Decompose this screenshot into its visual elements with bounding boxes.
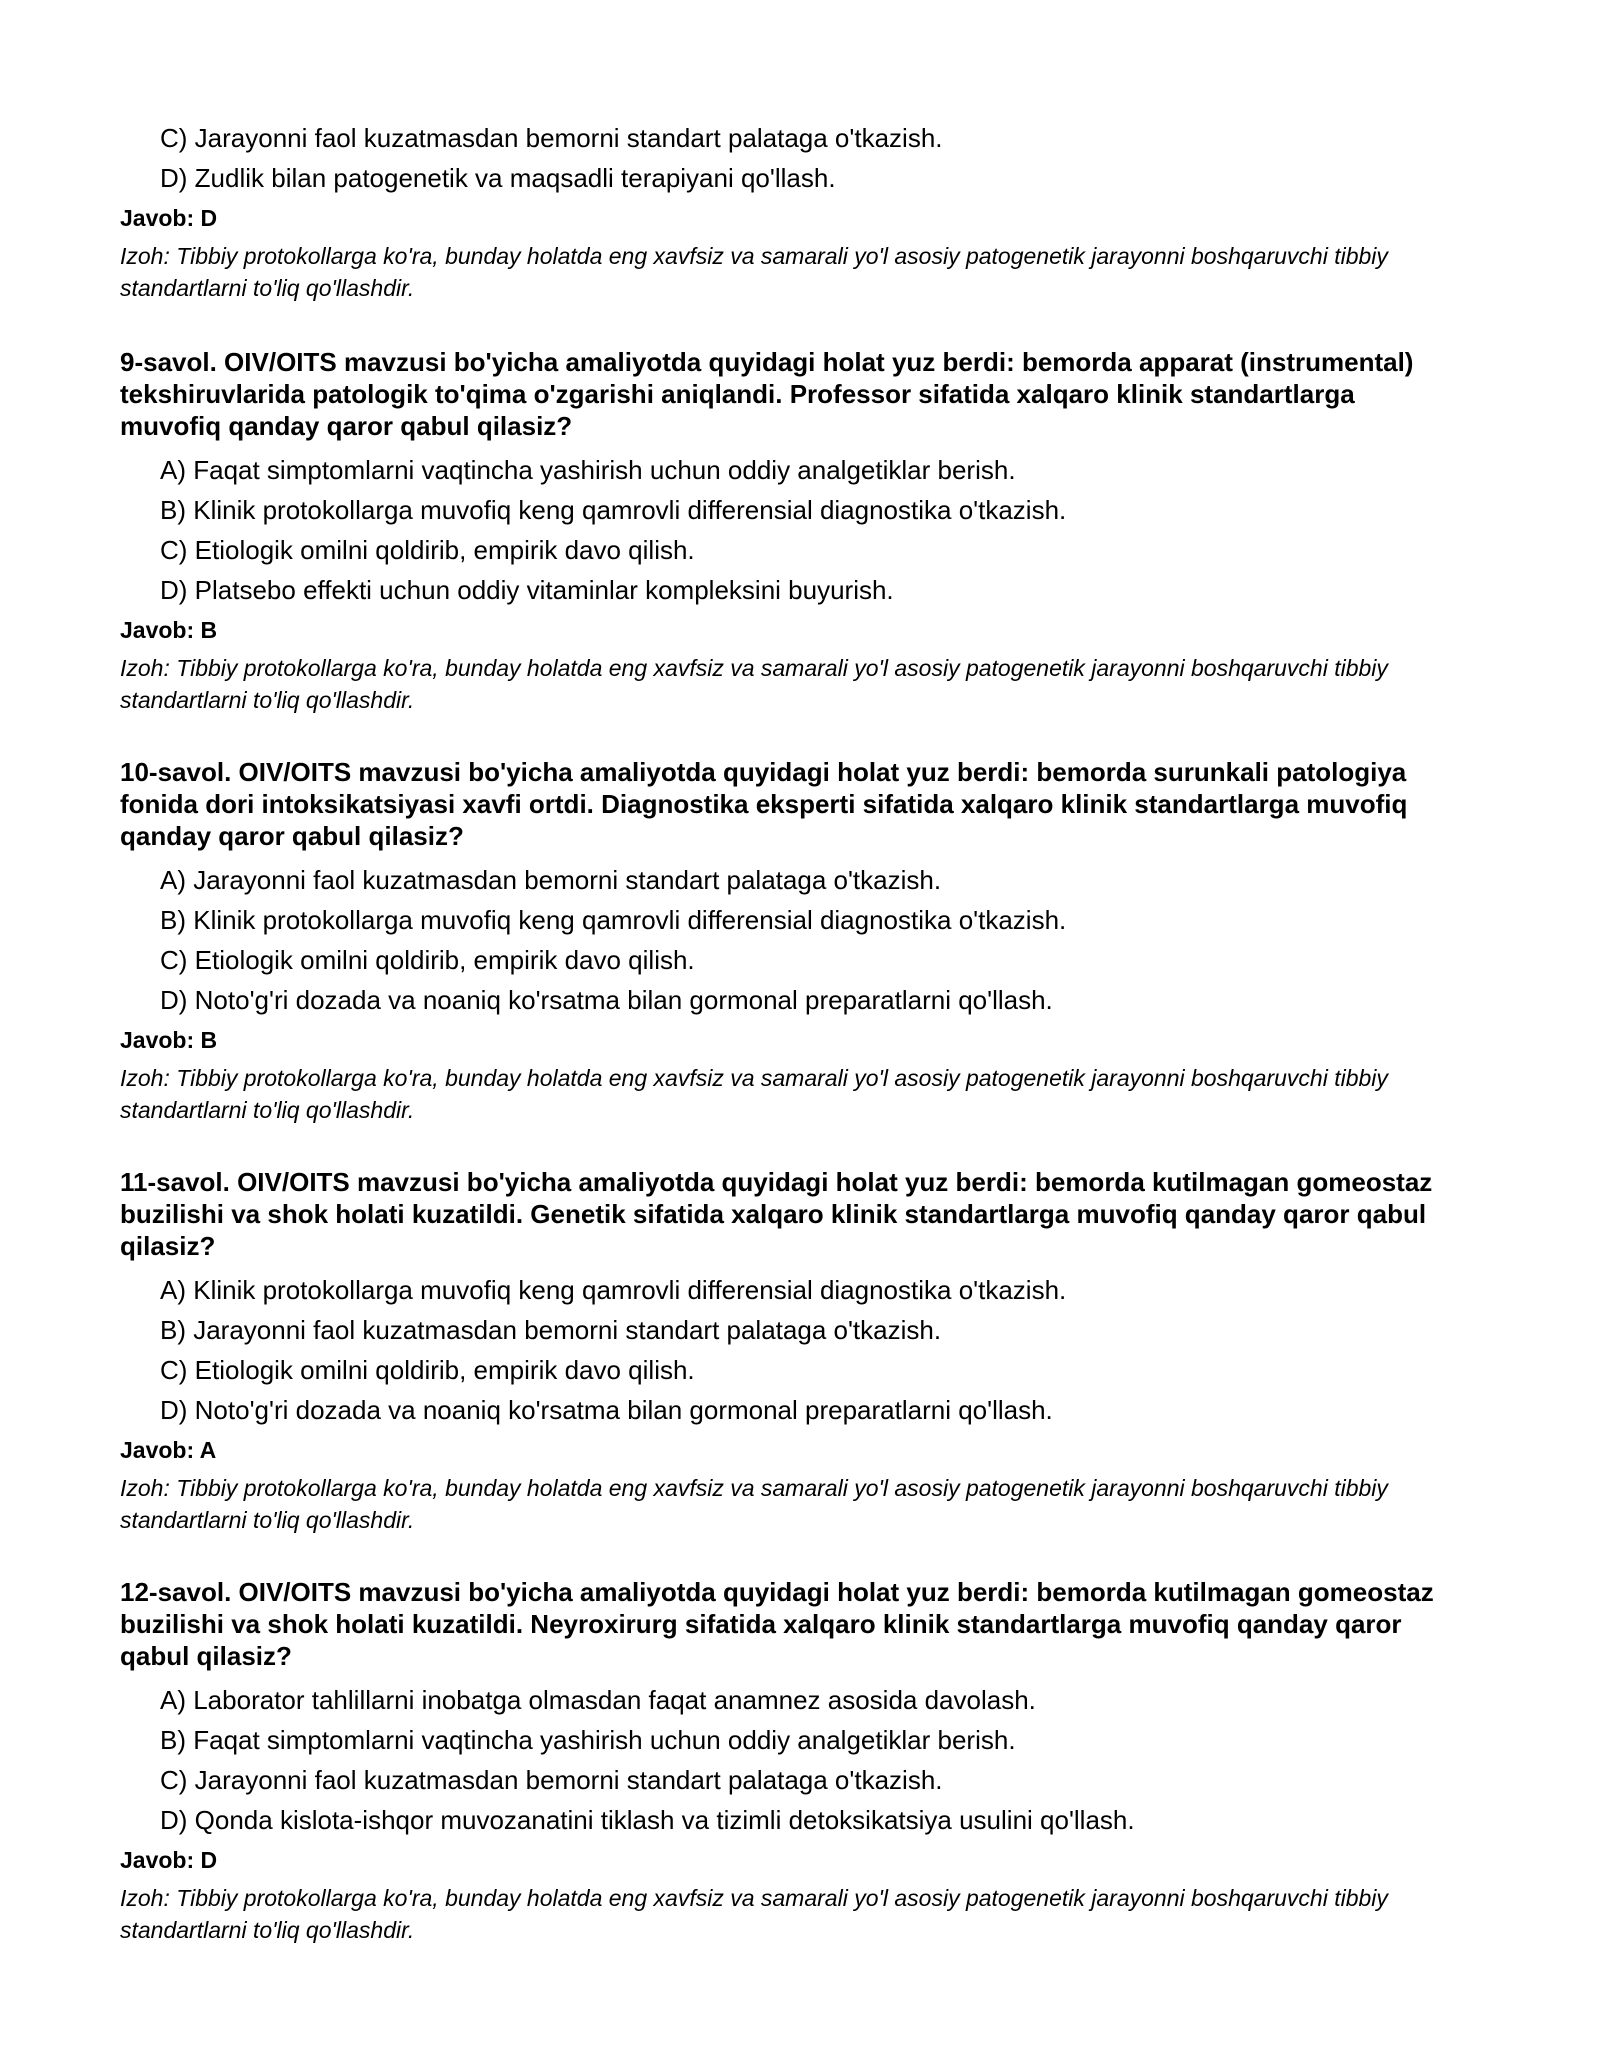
option-a: A) Jarayonni faol kuzatmasdan bemorni standart palataga o'tkazish. (160, 865, 942, 895)
option-b: B) Faqat simptomlarni vaqtincha yashirish uchun oddiy analgetiklar berish. (160, 1725, 1016, 1755)
option-b: B) Klinik protokollarga muvofiq keng qamrovli differensial diagnostika o'tkazish. (160, 495, 1067, 525)
option-a: A) Faqat simptomlarni vaqtincha yashirish uchun oddiy analgetiklar berish. (160, 455, 1016, 485)
option-c: C) Etiologik omilni qoldirib, empirik davo qilish. (160, 535, 695, 565)
question-block-9 (120, 346, 1460, 716)
option-c: C) Etiologik omilni qoldirib, empirik davo qilish. (160, 945, 695, 975)
question-block-12 (120, 1576, 1460, 1946)
explanation-note: Izoh: Tibbiy protokollarga ko'ra, bunday holatda eng xavfsiz va samarali yo'l asosiy patogenetik jarayonni boshqaruvchi tibbiy standartlarni to'liq qo'llashdir. (120, 1885, 1388, 1943)
option-c: C) Etiologik omilni qoldirib, empirik davo qilish. (160, 1355, 695, 1385)
question-text: 11-savol. OIV/OITS mavzusi bo'yicha amaliyotda quyidagi holat yuz berdi: bemorda kutilmagan gomeostaz buzilishi va shok holati kuzatildi. Genetik sifatida xalqaro klinik standartlarga muvofiq qanday qaror qabul qilasiz? (120, 1167, 1433, 1261)
answer-label: Javob: B (120, 1027, 218, 1053)
option-a: A) Klinik protokollarga muvofiq keng qamrovli differensial diagnostika o'tkazish. (160, 1275, 1067, 1305)
question-block-10 (120, 756, 1460, 1126)
answer-label: Javob: B (120, 617, 218, 643)
option-d: D) Qonda kislota-ishqor muvozanatini tiklash va tizimli detoksikatsiya usulini qo'llash. (160, 1805, 1135, 1835)
option-b: B) Jarayonni faol kuzatmasdan bemorni standart palataga o'tkazish. (160, 1315, 942, 1345)
question-block-11 (120, 1166, 1460, 1536)
question-text: 10-savol. OIV/OITS mavzusi bo'yicha amaliyotda quyidagi holat yuz berdi: bemorda surunkali patologiya fonida dori intoksikatsiyasi xavfi ortdi. Diagnostika eksperti sifatida xalqaro klinik standartlarga muvofiq qanday qaror qabul qilasiz? (120, 757, 1408, 851)
option-d: D) Noto'g'ri dozada va noaniq ko'rsatma bilan gormonal preparatlarni qo'llash. (160, 985, 1053, 1015)
answer-label: Javob: A (120, 1437, 217, 1463)
answer-label: Javob: D (120, 205, 218, 231)
answer-label: Javob: D (120, 1847, 218, 1873)
question-8-continuation (120, 118, 1460, 304)
explanation-note: Izoh: Tibbiy protokollarga ko'ra, bunday holatda eng xavfsiz va samarali yo'l asosiy patogenetik jarayonni boshqaruvchi tibbiy standartlarni to'liq qo'llashdir. (120, 1065, 1388, 1123)
option-b: B) Klinik protokollarga muvofiq keng qamrovli differensial diagnostika o'tkazish. (160, 905, 1067, 935)
explanation-note: Izoh: Tibbiy protokollarga ko'ra, bunday holatda eng xavfsiz va samarali yo'l asosiy patogenetik jarayonni boshqaruvchi tibbiy standartlarni to'liq qo'llashdir. (120, 1475, 1388, 1533)
option-d: D) Noto'g'ri dozada va noaniq ko'rsatma bilan gormonal preparatlarni qo'llash. (160, 1395, 1053, 1425)
explanation-note: Izoh: Tibbiy protokollarga ko'ra, bunday holatda eng xavfsiz va samarali yo'l asosiy patogenetik jarayonni boshqaruvchi tibbiy standartlarni to'liq qo'llashdir. (120, 243, 1388, 301)
option-c: C) Jarayonni faol kuzatmasdan bemorni standart palataga o'tkazish. (160, 123, 943, 153)
option-a: A) Laborator tahlillarni inobatga olmasdan faqat anamnez asosida davolash. (160, 1685, 1036, 1715)
question-text: 12-savol. OIV/OITS mavzusi bo'yicha amaliyotda quyidagi holat yuz berdi: bemorda kutilmagan gomeostaz buzilishi va shok holati kuzatildi. Neyroxirurg sifatida xalqaro klinik standartlarga muvofiq qanday qaror qabul qilasiz? (120, 1577, 1434, 1671)
option-d: D) Platsebo effekti uchun oddiy vitaminlar kompleksini buyurish. (160, 575, 894, 605)
explanation-note: Izoh: Tibbiy protokollarga ko'ra, bunday holatda eng xavfsiz va samarali yo'l asosiy patogenetik jarayonni boshqaruvchi tibbiy standartlarni to'liq qo'llashdir. (120, 655, 1388, 713)
option-d: D) Zudlik bilan patogenetik va maqsadli terapiyani qo'llash. (160, 163, 836, 193)
question-text: 9-savol. OIV/OITS mavzusi bo'yicha amaliyotda quyidagi holat yuz berdi: bemorda apparat (instrumental) tekshiruvlarida patologik to'qima o'zgarishi aniqlandi. Professor sifatida xalqaro klinik standartlarga muvofiq qanday qaror qabul qilasiz? (120, 347, 1414, 441)
option-c: C) Jarayonni faol kuzatmasdan bemorni standart palataga o'tkazish. (160, 1765, 943, 1795)
